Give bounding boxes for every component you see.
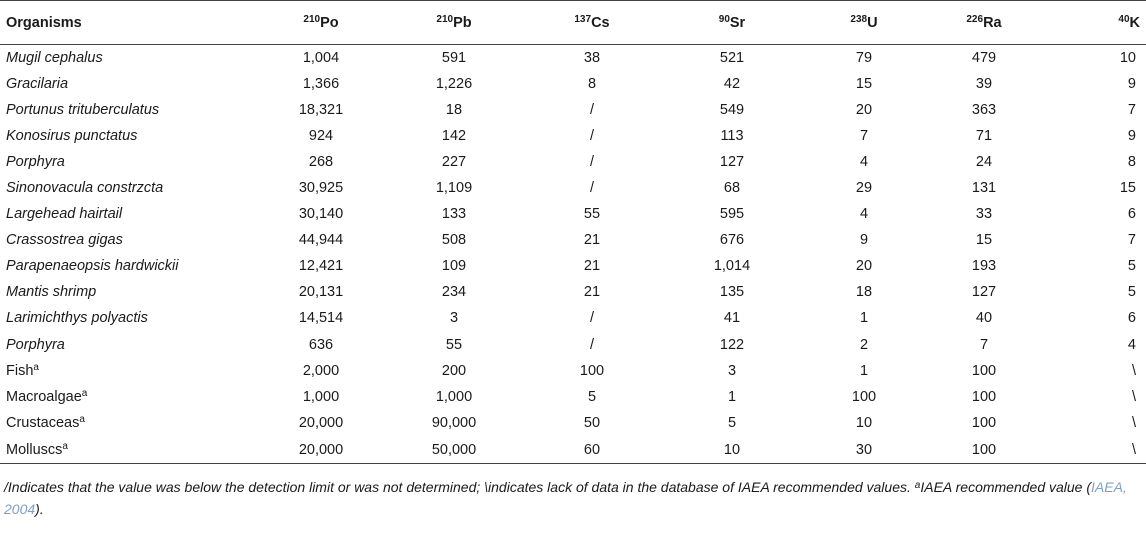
- table-row: [0, 201, 1146, 227]
- column-header-40k: [1048, 1, 1146, 45]
- organism-name-cell: [0, 305, 262, 331]
- value-cell: 1,014: [713, 258, 751, 275]
- value-cell: 7: [1127, 232, 1136, 249]
- value-cell: 3: [727, 362, 737, 379]
- value-cell: \: [1131, 362, 1136, 379]
- value-cell: 20,000: [262, 436, 380, 464]
- value-cell: 4: [1127, 336, 1136, 353]
- organism-name: Gracilaria: [6, 75, 69, 92]
- organism-name: Parapenaeopsis hardwickii: [6, 258, 179, 275]
- table-row: [0, 45, 1146, 71]
- value-cell: 68: [723, 180, 741, 197]
- organism-name: Molluscs: [6, 441, 63, 458]
- organism-name-cell: [0, 227, 262, 253]
- organism-name-cell: [0, 279, 262, 305]
- table-row: [0, 384, 1146, 410]
- isotope-mass-number: 226: [966, 13, 984, 25]
- value-cell: 14,514: [298, 310, 344, 327]
- value-cell: 10: [656, 436, 808, 464]
- value-cell: 5: [727, 414, 737, 431]
- isotope-mass-number: 210: [436, 13, 454, 25]
- value-cell: 1: [859, 362, 869, 379]
- value-cell: 20,000: [298, 414, 344, 431]
- footnote-marker: a: [62, 440, 68, 452]
- organism-name: Sinonovacula constrzcta: [6, 180, 164, 197]
- value-cell: 5: [1127, 258, 1136, 275]
- value-cell: 1,109: [435, 180, 473, 197]
- value-cell: 18: [445, 101, 463, 118]
- organism-name-cell: [0, 201, 262, 227]
- value-cell: 508: [441, 232, 467, 249]
- value-cell: 193: [971, 258, 997, 275]
- value-cell: 100: [971, 362, 997, 379]
- organism-name-cell: [0, 45, 262, 71]
- value-cell: 268: [308, 153, 334, 170]
- value-cell: 20,131: [298, 284, 344, 301]
- value-cell: /: [589, 180, 595, 197]
- value-cell: 12,421: [298, 258, 344, 275]
- organism-name: Konosirus punctatus: [6, 127, 138, 144]
- value-cell: 41: [723, 310, 741, 327]
- organism-name: Fish: [6, 362, 34, 379]
- value-cell: 9: [859, 232, 869, 249]
- value-cell: 2: [859, 336, 869, 353]
- value-cell: 113: [720, 127, 744, 144]
- value-cell: 42: [723, 75, 741, 92]
- footnote-text-2: IAEA recommended value (: [920, 479, 1092, 496]
- value-cell: /: [589, 310, 595, 327]
- organism-name: Crustaceas: [6, 414, 80, 431]
- value-cell: 15: [855, 75, 873, 92]
- value-cell: 122: [719, 336, 745, 353]
- value-cell: 1,000: [302, 388, 340, 405]
- value-cell: \: [1131, 388, 1136, 405]
- value-cell: 60: [528, 436, 656, 464]
- value-cell: 133: [441, 206, 467, 223]
- value-cell: 33: [975, 206, 993, 223]
- column-header-label: Sr: [729, 14, 746, 31]
- column-header-90sr: [656, 1, 808, 45]
- column-header-210pb: [380, 1, 528, 45]
- footnote-marker: a: [81, 387, 88, 399]
- value-cell: 10: [1119, 49, 1136, 66]
- organism-name: Portunus trituberculatus: [6, 101, 160, 118]
- value-cell: 7: [859, 127, 869, 144]
- value-cell: 100: [971, 414, 997, 431]
- value-cell: 39: [975, 75, 993, 92]
- value-cell: 135: [719, 284, 745, 301]
- value-cell: 142: [441, 127, 467, 144]
- value-cell: 200: [441, 362, 467, 379]
- value-cell: 15: [975, 232, 993, 249]
- value-cell: 8: [587, 75, 597, 92]
- value-cell: 55: [583, 206, 601, 223]
- value-cell: 79: [855, 49, 873, 66]
- value-cell: 24: [975, 153, 993, 170]
- value-cell: 100: [920, 436, 1048, 464]
- organism-name: Mugil cephalus: [6, 49, 103, 66]
- organism-name-cell: [0, 123, 262, 149]
- table-row: [0, 97, 1146, 123]
- isotope-mass-number: 40: [1118, 13, 1130, 25]
- table-row: [0, 175, 1146, 201]
- organism-name-cell: [0, 253, 262, 279]
- table-row: [0, 332, 1146, 358]
- value-cell: 15: [1119, 180, 1136, 197]
- value-cell: 100: [579, 362, 605, 379]
- value-cell: 3: [449, 310, 459, 327]
- footnote-superscript: a: [914, 480, 921, 492]
- value-cell: 227: [441, 153, 467, 170]
- value-cell: 30,925: [298, 180, 344, 197]
- value-cell: 9: [1127, 127, 1136, 144]
- table-row: [0, 305, 1146, 331]
- value-cell: 44,944: [298, 232, 344, 249]
- footnote-text-3: ).: [35, 501, 44, 518]
- value-cell: 8: [1127, 153, 1136, 170]
- value-cell: 1: [859, 310, 869, 327]
- table-row: [0, 410, 1146, 436]
- organism-name-cell: [0, 332, 262, 358]
- column-header-label: Organisms: [6, 14, 82, 31]
- value-cell: 7: [979, 336, 989, 353]
- table-row: [0, 358, 1146, 384]
- column-header-210po: [262, 1, 380, 45]
- value-cell: 38: [583, 49, 601, 66]
- organism-name-cell: [0, 175, 262, 201]
- value-cell: 1: [727, 388, 737, 405]
- value-cell: 100: [971, 388, 997, 405]
- organism-name-cell: [0, 384, 262, 410]
- value-cell: /: [589, 153, 595, 170]
- value-cell: 7: [1127, 101, 1136, 118]
- table-row: [0, 253, 1146, 279]
- value-cell: 234: [441, 284, 467, 301]
- column-header-137cs: [528, 1, 656, 45]
- value-cell: 1,366: [302, 75, 340, 92]
- value-cell: 18,321: [298, 101, 344, 118]
- value-cell: 127: [971, 284, 997, 301]
- value-cell: 6: [1127, 310, 1136, 327]
- table-footnote: [4, 476, 1140, 520]
- table-row: [0, 436, 1146, 464]
- organism-name-cell: [0, 71, 262, 97]
- table-row: [0, 71, 1146, 97]
- isotope-mass-number: 137: [574, 13, 592, 25]
- value-cell: 90,000: [431, 414, 477, 431]
- table-body: [0, 45, 1146, 464]
- value-cell: 29: [855, 180, 873, 197]
- organism-name-cell: [0, 97, 262, 123]
- value-cell: 109: [441, 258, 467, 275]
- table-row: [0, 123, 1146, 149]
- organism-name: Porphyra: [6, 336, 65, 353]
- value-cell: 521: [719, 49, 745, 66]
- value-cell: 1,004: [302, 49, 340, 66]
- column-header-label: Pb: [453, 14, 472, 31]
- footnote-marker: a: [33, 361, 39, 373]
- table-row: [0, 279, 1146, 305]
- value-cell: 595: [719, 206, 745, 223]
- isotope-mass-number: 238: [850, 13, 868, 25]
- organism-name-cell: [0, 410, 262, 436]
- value-cell: 127: [719, 153, 745, 170]
- value-cell: 479: [971, 49, 997, 66]
- column-header-label: Po: [320, 14, 339, 31]
- value-cell: 50,000: [380, 436, 528, 464]
- value-cell: 131: [971, 180, 997, 197]
- value-cell: 549: [719, 101, 745, 118]
- value-cell: 636: [308, 336, 334, 353]
- value-cell: /: [589, 101, 595, 118]
- value-cell: 2,000: [302, 362, 340, 379]
- column-header-226ra: [920, 1, 1048, 45]
- value-cell: 1,000: [435, 388, 473, 405]
- column-header-238u: [808, 1, 920, 45]
- value-cell: 5: [587, 388, 597, 405]
- organism-name: Porphyra: [6, 153, 65, 170]
- organism-name: Mantis shrimp: [6, 284, 97, 301]
- table-row: [0, 149, 1146, 175]
- organism-name: Larimichthys polyactis: [6, 310, 148, 327]
- isotope-mass-number: 90: [718, 13, 730, 25]
- value-cell: \: [1131, 414, 1136, 431]
- value-cell: 71: [975, 127, 993, 144]
- value-cell: 4: [859, 206, 869, 223]
- column-header-label: U: [867, 14, 878, 31]
- value-cell: /: [589, 336, 595, 353]
- value-cell: 20: [855, 101, 873, 118]
- value-cell: 55: [445, 336, 463, 353]
- organism-name-cell: [0, 358, 262, 384]
- organism-name: Crassostrea gigas: [6, 232, 123, 249]
- value-cell: 924: [308, 127, 334, 144]
- value-cell: 4: [859, 153, 869, 170]
- value-cell: 676: [719, 232, 745, 249]
- organism-name-cell: [0, 436, 262, 464]
- value-cell: 30: [808, 436, 920, 464]
- value-cell: /: [589, 127, 595, 144]
- value-cell: 21: [583, 284, 601, 301]
- value-cell: 10: [855, 414, 873, 431]
- value-cell: 591: [441, 49, 467, 66]
- organism-name-cell: [0, 149, 262, 175]
- footnote-marker: a: [79, 413, 85, 425]
- value-cell: 21: [583, 232, 601, 249]
- column-header-organisms: [0, 1, 262, 45]
- isotope-mass-number: 210: [303, 13, 321, 25]
- column-header-label: K: [1129, 14, 1140, 31]
- value-cell: 21: [583, 258, 601, 275]
- value-cell: \: [1048, 436, 1146, 464]
- value-cell: 100: [851, 388, 877, 405]
- table-row: [0, 227, 1146, 253]
- value-cell: 50: [583, 414, 601, 431]
- value-cell: 5: [1127, 284, 1136, 301]
- table-header-row: [0, 1, 1146, 45]
- footnote-text: /Indicates that the value was below the detection limit or was not determined; \indicates lack of data in the database of IAEA recommended values.: [4, 479, 915, 496]
- footnote-citation-link[interactable]: IAEA, 2004: [4, 479, 1127, 518]
- value-cell: 30,140: [298, 206, 344, 223]
- value-cell: 363: [971, 101, 997, 118]
- column-header-label: Cs: [591, 14, 610, 31]
- value-cell: 20: [855, 258, 873, 275]
- value-cell: 1,226: [435, 75, 473, 92]
- value-cell: 40: [975, 310, 993, 327]
- organism-name: Macroalgae: [6, 388, 82, 405]
- organism-name: Largehead hairtail: [6, 206, 123, 223]
- column-header-label: Ra: [983, 14, 1002, 31]
- value-cell: 18: [855, 284, 873, 301]
- value-cell: 9: [1127, 75, 1136, 92]
- value-cell: 6: [1127, 206, 1136, 223]
